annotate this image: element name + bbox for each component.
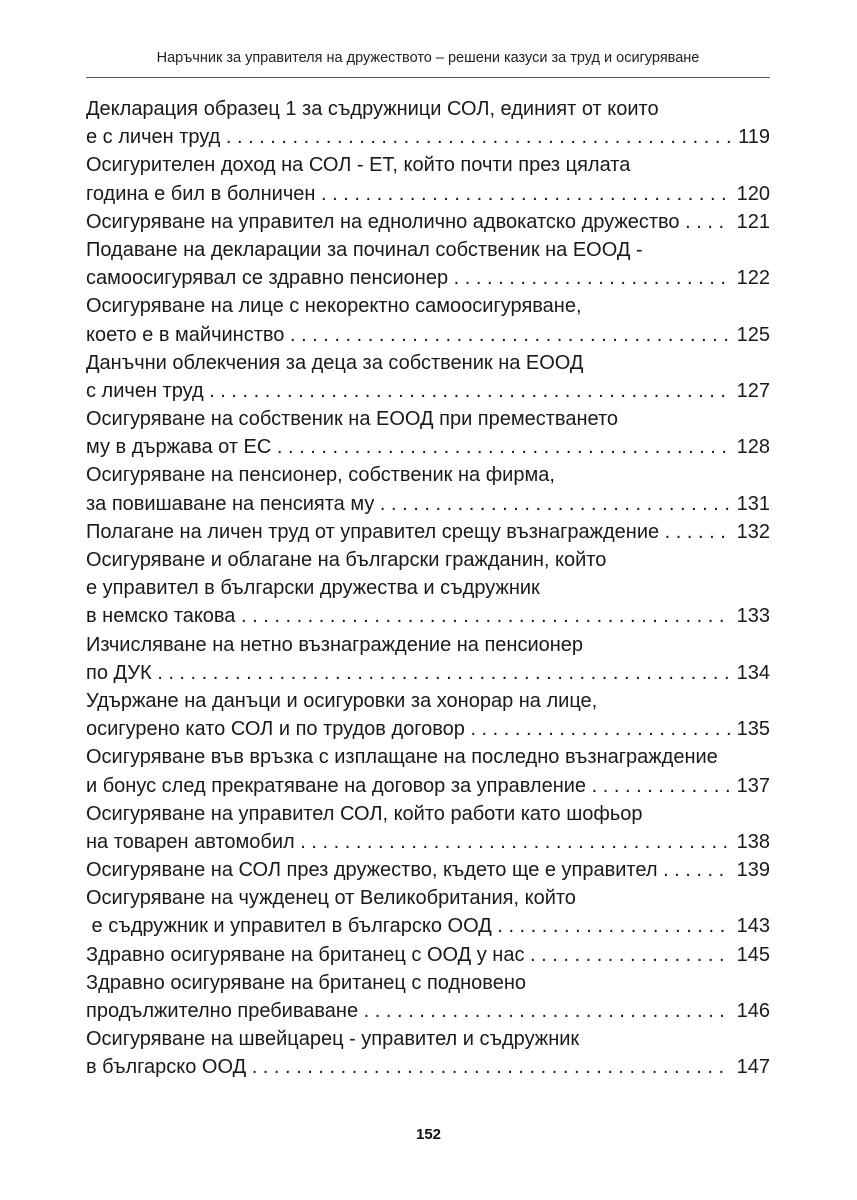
toc-entry-last-line [86, 602, 770, 630]
toc-entry [86, 969, 770, 1025]
toc-entry-last-line [86, 377, 770, 405]
toc-entry-text: Осигуряване на управител на еднолично адвокатско дружество [86, 210, 686, 233]
toc-entry-last-line [86, 433, 770, 461]
toc-page-number: 120 [736, 182, 770, 205]
toc-entry-line: Осигуряване на швейцарец - управител и съдружник [86, 1028, 580, 1051]
toc-entry [86, 95, 770, 151]
toc-entry-last-line [86, 123, 770, 151]
dot-leader [226, 123, 732, 151]
toc-page-number: 135 [736, 718, 770, 741]
toc-entry-line: Данъчни облекчения за деца за собственик на ЕООД [86, 351, 584, 374]
toc-page-number: 145 [736, 943, 770, 966]
dot-leader [209, 377, 730, 405]
toc-page-number: 121 [736, 210, 770, 233]
dot-leader [157, 659, 730, 687]
toc-entry-line: Подаване на декларации за починал собственик на ЕООД - [86, 238, 643, 261]
toc-entry-line: Осигуряване във връзка с изплащане на последно възнаграждение [86, 746, 718, 769]
toc-entry [86, 631, 770, 687]
toc-entry-last-line [86, 828, 770, 856]
toc-entry-line: е управител в български дружества и съдружник [86, 577, 540, 600]
toc-entry-text: с личен труд [86, 379, 210, 402]
dot-leader [470, 715, 730, 743]
toc-entry-line: Удържане на данъци и осигуровки за хонорар на лице, [86, 689, 598, 712]
toc-entry-line: Здравно осигуряване на британец с подновено [86, 971, 526, 994]
toc-page-number: 125 [736, 323, 770, 346]
toc-entry [86, 1025, 770, 1081]
dot-leader [380, 490, 731, 518]
dot-leader [241, 602, 731, 630]
toc-entry [86, 687, 770, 743]
toc-entry-line: Декларация образец 1 за съдружници СОЛ, единият от които [86, 98, 659, 120]
running-header: Наръчник за управителя на дружеството – решени казуси за труд и осигуряване [156, 50, 700, 66]
toc-entry-text: продължително пребиваване [86, 1000, 364, 1022]
toc-entry-line: Осигурителен доход на СОЛ - ЕТ, който почти през цялата [86, 154, 631, 177]
toc-entry-last-line [86, 321, 770, 349]
toc-page-number: 133 [736, 605, 770, 628]
dot-leader [665, 518, 731, 546]
toc-entry-last-line [86, 941, 770, 969]
dot-leader [252, 1053, 731, 1081]
toc-page-number: 128 [736, 436, 770, 459]
toc-page-number: 137 [736, 774, 770, 797]
toc-page-number: 138 [736, 830, 770, 853]
toc-entry-text: Полагане на личен труд от управител срещу възнаграждение [86, 520, 665, 543]
toc-entry-text: по ДУК [86, 661, 158, 684]
toc-entry-last-line [86, 659, 770, 687]
toc-entry-text: Здравно осигуряване на британец с ООД у нас [86, 943, 531, 966]
dot-leader [321, 180, 731, 208]
toc-page-number: 122 [736, 267, 770, 290]
toc-entry-last-line [86, 208, 770, 236]
toc-entry-line: Осигуряване на чужденец от Великобритания, който [86, 887, 576, 910]
toc-page-number: 131 [736, 492, 770, 515]
toc-entry-text: в немско такова [86, 605, 241, 628]
dot-leader [454, 264, 731, 292]
toc-entry [86, 208, 770, 236]
toc-entry-last-line [86, 518, 770, 546]
toc-entry [86, 236, 770, 292]
toc-entry-last-line [86, 715, 770, 743]
dot-leader [300, 828, 730, 856]
toc-entry-text: осигурено като СОЛ и по трудов договор [86, 718, 471, 741]
toc-entry-text: и бонус след прекратяване на договор за управление [86, 774, 592, 797]
toc-entry [86, 405, 770, 461]
toc-entry [86, 884, 770, 940]
toc-entry-last-line [86, 490, 770, 518]
toc-page-number: 147 [736, 1056, 770, 1079]
toc-entry-last-line [86, 912, 770, 940]
dot-leader [592, 772, 731, 800]
toc-entry-last-line [86, 264, 770, 292]
toc-page-number: 134 [736, 661, 770, 684]
toc-entry-line: Осигуряване на лице с некоректно самоосигуряване, [86, 295, 582, 318]
toc-page-number: 132 [736, 520, 770, 543]
page-number: 152 [415, 1126, 442, 1143]
toc-entry-line: Изчисляване на нетно възнаграждение на пенсионер [86, 633, 584, 656]
toc-page-number: 127 [736, 379, 770, 402]
dot-leader [290, 321, 731, 349]
toc-entry-text: самоосигурявал се здравно пенсионер [86, 267, 454, 290]
dot-leader [663, 856, 731, 884]
toc-entry [86, 856, 770, 884]
toc-entry [86, 800, 770, 856]
toc-entry-last-line [86, 1053, 770, 1081]
toc-entry-text: му в държава от ЕС [86, 436, 277, 459]
dot-leader [497, 912, 730, 940]
toc-entry-text: е с личен труд [86, 126, 226, 149]
header-divider [86, 77, 770, 78]
toc-page-number: 139 [736, 859, 770, 882]
toc-entry-line: Осигуряване на пенсионер, собственик на фирма, [86, 464, 555, 487]
toc-entry-last-line [86, 180, 770, 208]
toc-entry [86, 518, 770, 546]
toc-entry-text: година е бил в болничен [86, 182, 321, 205]
toc-entry-line: Осигуряване и облагане на български гражданин, който [86, 549, 607, 571]
toc-entry-text: Осигуряване на СОЛ през дружество, където ще е управител [86, 859, 664, 882]
toc-entry [86, 546, 770, 631]
toc-entry-last-line [86, 772, 770, 800]
toc-entry-text: е съдружник и управител в българско ООД [86, 915, 498, 938]
toc-entry-text: което е в майчинство [86, 323, 290, 346]
toc-entry-text: за повишаване на пенсията му [86, 492, 380, 515]
toc-entry-text: в българско ООД [86, 1056, 252, 1079]
toc-entry-text: на товарен автомобил [86, 830, 301, 853]
toc-entry [86, 292, 770, 348]
toc-entry-line: Осигуряване на управител СОЛ, който работи като шофьор [86, 802, 643, 825]
toc-page-number: 146 [736, 1000, 770, 1022]
toc-entry-last-line [86, 997, 770, 1025]
toc-entry [86, 151, 770, 207]
dot-leader [364, 997, 731, 1025]
toc-page-number: 119 [738, 126, 770, 149]
toc-entry [86, 941, 770, 969]
toc-page-number: 143 [736, 915, 770, 938]
toc-entry [86, 743, 770, 799]
dot-leader [277, 433, 731, 461]
toc-entry [86, 349, 770, 405]
toc-entry [86, 461, 770, 517]
dot-leader [530, 941, 731, 969]
table-of-contents [86, 95, 770, 1082]
dot-leader [685, 208, 731, 236]
toc-entry-line: Осигуряване на собственик на ЕООД при преместването [86, 408, 619, 431]
toc-entry-last-line [86, 856, 770, 884]
